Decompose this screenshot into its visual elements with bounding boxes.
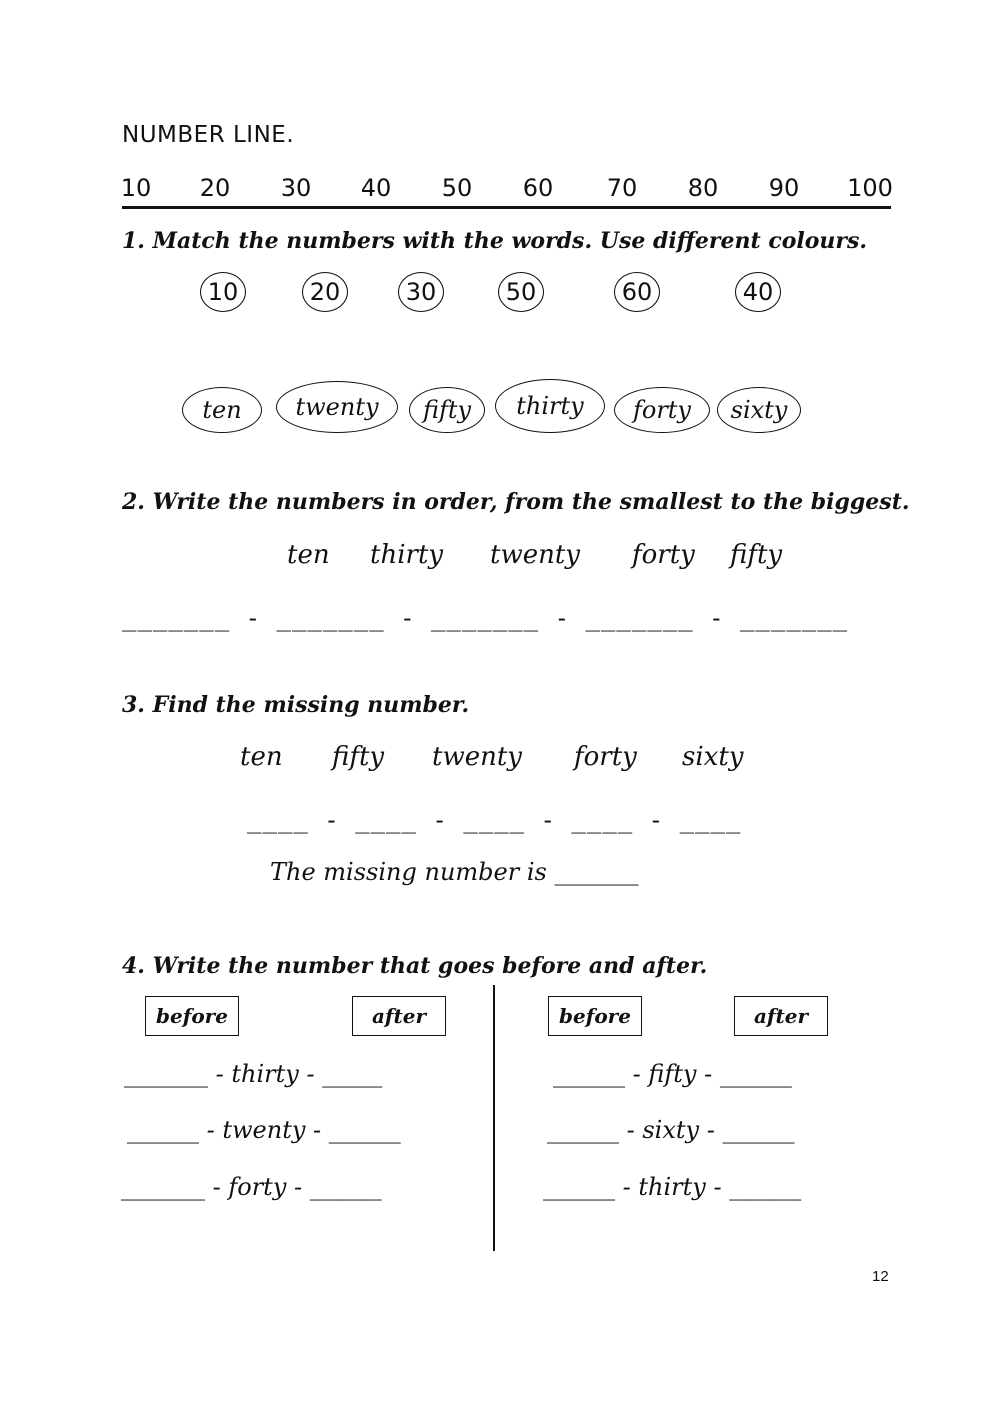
word-item: forty	[632, 540, 695, 570]
word-item: forty	[574, 742, 637, 772]
number-circle[interactable]: 60	[614, 272, 660, 312]
number-line-label: 20	[199, 174, 231, 202]
word-item: ten	[240, 742, 283, 772]
after-label-box: after	[352, 996, 446, 1036]
number-line-label: 100	[847, 174, 893, 202]
number-line-label: 90	[768, 174, 800, 202]
exercise-3-heading: 3. Find the missing number.	[122, 692, 470, 718]
before-after-row[interactable]: ______ - fifty - ______	[553, 1060, 792, 1088]
word-item: fifty	[730, 540, 783, 570]
column-divider	[493, 985, 495, 1251]
before-label-box: before	[145, 996, 239, 1036]
before-after-row[interactable]: ______ - thirty - ______	[543, 1173, 802, 1201]
word-item: thirty	[370, 540, 444, 570]
number-line-label: 40	[360, 174, 392, 202]
number-circle[interactable]: 30	[398, 272, 444, 312]
before-after-row[interactable]: _______ - forty - ______	[121, 1173, 382, 1201]
number-line-label: 30	[280, 174, 312, 202]
number-line-rule	[122, 206, 891, 209]
word-item: sixty	[682, 742, 744, 772]
number-line-label: 60	[522, 174, 554, 202]
before-after-row[interactable]: ______ - twenty - ______	[127, 1116, 401, 1144]
answer-blanks[interactable]: ____ - ____ - ____ - ____ - ____	[247, 806, 742, 834]
word-oval[interactable]: fifty	[409, 387, 485, 433]
word-item: twenty	[432, 742, 522, 772]
before-after-row[interactable]: ______ - sixty - ______	[547, 1116, 795, 1144]
exercise-2-heading: 2. Write the numbers in order, from the smallest to the biggest.	[122, 489, 910, 515]
word-oval[interactable]: ten	[182, 387, 262, 433]
word-oval[interactable]: thirty	[495, 379, 605, 433]
number-circle[interactable]: 50	[498, 272, 544, 312]
number-circle[interactable]: 40	[735, 272, 781, 312]
number-line-label: 70	[606, 174, 638, 202]
word-item: twenty	[490, 540, 580, 570]
word-item: fifty	[332, 742, 385, 772]
word-oval[interactable]: twenty	[276, 381, 398, 433]
number-circle[interactable]: 10	[200, 272, 246, 312]
exercise-4-heading: 4. Write the number that goes before and after.	[122, 953, 708, 979]
page-number: 12	[872, 1268, 889, 1285]
word-oval[interactable]: sixty	[717, 387, 801, 433]
page-title: NUMBER LINE.	[122, 122, 295, 148]
after-label-box: after	[734, 996, 828, 1036]
number-circle[interactable]: 20	[302, 272, 348, 312]
number-line-label: 50	[441, 174, 473, 202]
before-label-box: before	[548, 996, 642, 1036]
exercise-1-heading: 1. Match the numbers with the words. Use different colours.	[122, 228, 868, 254]
word-item: ten	[287, 540, 330, 570]
number-line-label: 10	[120, 174, 152, 202]
word-oval[interactable]: forty	[614, 387, 710, 433]
missing-number-line[interactable]: The missing number is _______	[270, 858, 639, 886]
before-after-row[interactable]: _______ - thirty - _____	[124, 1060, 383, 1088]
number-line-label: 80	[687, 174, 719, 202]
answer-blanks[interactable]: _______ - _______ - _______ - _______ - _______	[122, 604, 849, 632]
